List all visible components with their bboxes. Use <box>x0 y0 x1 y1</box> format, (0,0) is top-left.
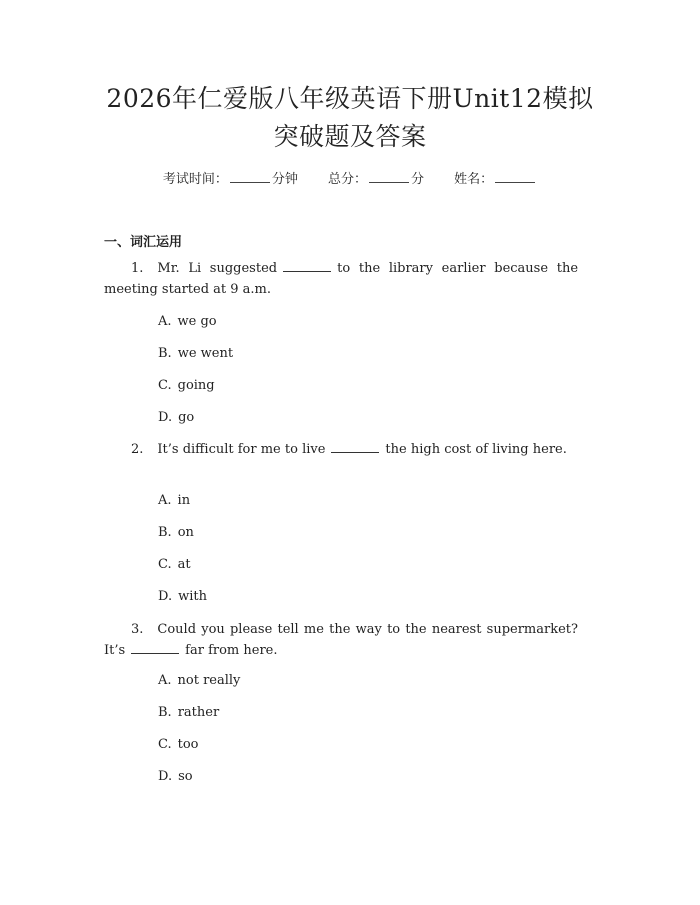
time-blank <box>230 170 270 183</box>
title-line-1: 2026年仁爱版八年级英语下册Unit12模拟 <box>106 84 594 113</box>
score-field <box>328 168 424 187</box>
score-unit: 分 <box>411 172 425 187</box>
question-text-after: the high cost of living here. <box>385 442 567 457</box>
name-blank <box>495 170 535 183</box>
option-3c <box>158 736 199 754</box>
option-text: with <box>178 589 207 604</box>
option-letter: B. <box>158 346 172 361</box>
option-text: we went <box>177 346 234 361</box>
question-text-after: to the library earlier because the meeting started at 9 a.m. <box>104 261 579 297</box>
section-title: 一、词汇运用 <box>104 235 183 250</box>
option-text: rather <box>177 705 220 720</box>
time-unit: 分钟 <box>271 172 298 187</box>
question-3 <box>104 619 578 661</box>
question-2 <box>104 439 578 460</box>
question-number: 2. <box>131 442 144 457</box>
option-text: not really <box>177 673 241 688</box>
option-text: too <box>177 737 199 752</box>
question-number: 1. <box>131 261 144 276</box>
time-field <box>163 168 298 187</box>
option-2c <box>158 556 191 574</box>
score-blank <box>369 170 409 183</box>
option-letter: A. <box>158 493 172 508</box>
option-text: go <box>178 410 195 425</box>
name-field <box>454 168 537 187</box>
option-letter: C. <box>158 378 172 393</box>
option-1d <box>158 409 194 427</box>
option-3d <box>158 768 193 786</box>
option-2b <box>158 524 194 542</box>
option-1c <box>158 377 215 395</box>
question-number: 3. <box>131 622 144 637</box>
option-letter: A. <box>158 314 172 329</box>
exam-meta <box>0 168 700 187</box>
option-letter: D. <box>158 769 173 784</box>
question-1 <box>104 258 578 300</box>
title-line-2: 突破题及答案 <box>273 122 427 151</box>
time-label: 考试时间： <box>162 172 228 187</box>
question-text-before: Could you please tell me the way to the nearest supermarket? It’s <box>104 622 578 658</box>
option-letter: D. <box>158 589 173 604</box>
option-1b <box>158 345 233 363</box>
option-letter: B. <box>158 525 172 540</box>
option-2a <box>158 492 190 510</box>
option-letter: C. <box>158 557 172 572</box>
option-text: so <box>178 769 193 784</box>
score-label: 总分： <box>327 172 367 187</box>
option-text: we go <box>177 314 217 329</box>
question-text-before: Mr. Li suggested <box>157 261 278 276</box>
option-2d <box>158 588 207 606</box>
question-text-after: far from here. <box>185 643 278 658</box>
option-letter: D. <box>158 410 173 425</box>
answer-blank <box>283 259 331 272</box>
option-text: on <box>177 525 194 540</box>
name-label: 姓名： <box>454 172 494 187</box>
option-3b <box>158 704 219 722</box>
option-text: at <box>177 557 191 572</box>
option-3a <box>158 672 240 690</box>
answer-blank <box>131 641 179 654</box>
option-letter: C. <box>158 737 172 752</box>
option-1a <box>158 313 217 331</box>
option-letter: B. <box>158 705 172 720</box>
option-text: going <box>177 378 215 393</box>
page-title <box>60 80 640 156</box>
option-letter: A. <box>158 673 172 688</box>
answer-blank <box>331 440 379 453</box>
question-text-before: It’s difficult for me to live <box>157 442 326 457</box>
option-text: in <box>177 493 191 508</box>
